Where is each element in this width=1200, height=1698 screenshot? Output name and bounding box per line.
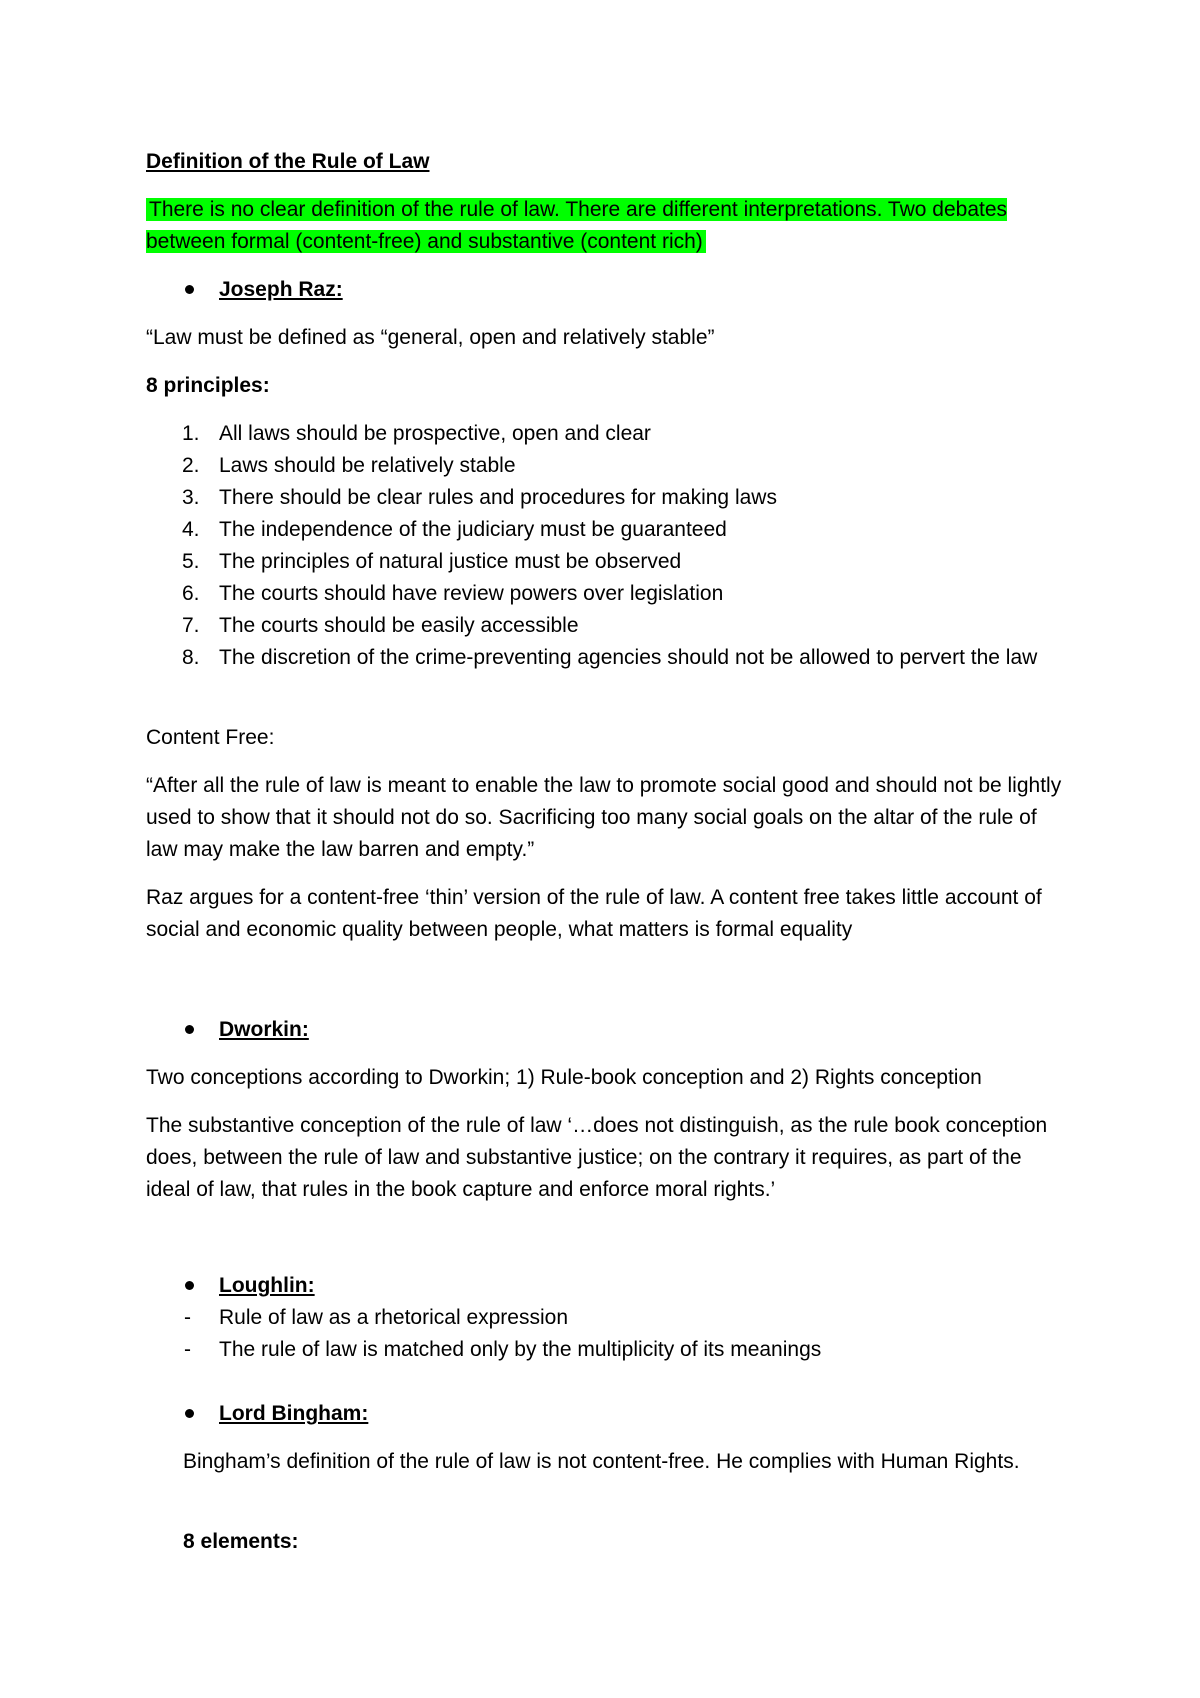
loughlin-points [146, 1302, 1066, 1366]
intro-highlight: There is no clear definition of the rule of law. There are different interpretations. Two debates between formal (content-free) and substantive (content rich) [146, 198, 1008, 253]
loughlin-heading: Loughlin: [219, 1274, 315, 1297]
page-title: Definition of the Rule of Law [146, 150, 430, 173]
dworkin-heading: Dworkin: [219, 1018, 309, 1041]
list-item: 3. There should be clear rules and procedures for making laws [182, 486, 777, 509]
intro-paragraph [146, 194, 1066, 258]
list-item: 4. The independence of the judiciary must be guaranteed [182, 518, 727, 541]
content-free-label: Content Free: [146, 726, 275, 749]
list-item: 2. Laws should be relatively stable [182, 454, 516, 477]
bullet-icon [185, 1409, 194, 1418]
bingham-elements-heading: 8 elements: [183, 1530, 299, 1553]
list-item: - Rule of law as a rhetorical expression [184, 1306, 569, 1329]
principles-heading: 8 principles: [146, 374, 270, 397]
principles-list [146, 418, 1066, 674]
dworkin-line1: Two conceptions according to Dworkin; 1) Rule-book conception and 2) Rights conception [146, 1066, 982, 1089]
list-item: 1. All laws should be prospective, open and clear [182, 422, 651, 445]
raz-summary: Raz argues for a content-free ‘thin’ version of the rule of law. A content free takes little account of social and economic quality between people, what matters is formal equality [146, 886, 1042, 941]
bingham-text: Bingham’s definition of the rule of law is not content-free. He complies with Human Rights. [183, 1450, 1020, 1473]
dworkin-line2: The substantive conception of the rule of law ‘…does not distinguish, as the rule book conception does, between the rule of law and substantive justice; on the contrary it requires, as part of the ideal of law, that rules in the book capture and enforce moral rights.’ [146, 1114, 1048, 1201]
list-item: 6. The courts should have review powers over legislation [182, 582, 724, 605]
list-item: 5. The principles of natural justice must be observed [182, 550, 682, 573]
raz-quote: “Law must be defined as “general, open and relatively stable” [146, 326, 715, 349]
list-item: 7. The courts should be easily accessible [182, 614, 579, 637]
bullet-icon [185, 285, 194, 294]
bullet-icon [185, 1281, 194, 1290]
raz-heading: Joseph Raz: [219, 278, 343, 301]
list-item: - The rule of law is matched only by the multiplicity of its meanings [184, 1338, 822, 1361]
bullet-icon [185, 1025, 194, 1034]
content-free-quote: “After all the rule of law is meant to enable the law to promote social good and should not be lightly used to show that it should not do so. Sacrificing too many social goals on the altar of the rule of law may make the law barren and empty.” [146, 774, 1062, 861]
list-item: 8. The discretion of the crime-preventing agencies should not be allowed to pervert the law [182, 646, 1038, 669]
bingham-heading: Lord Bingham: [219, 1402, 369, 1425]
